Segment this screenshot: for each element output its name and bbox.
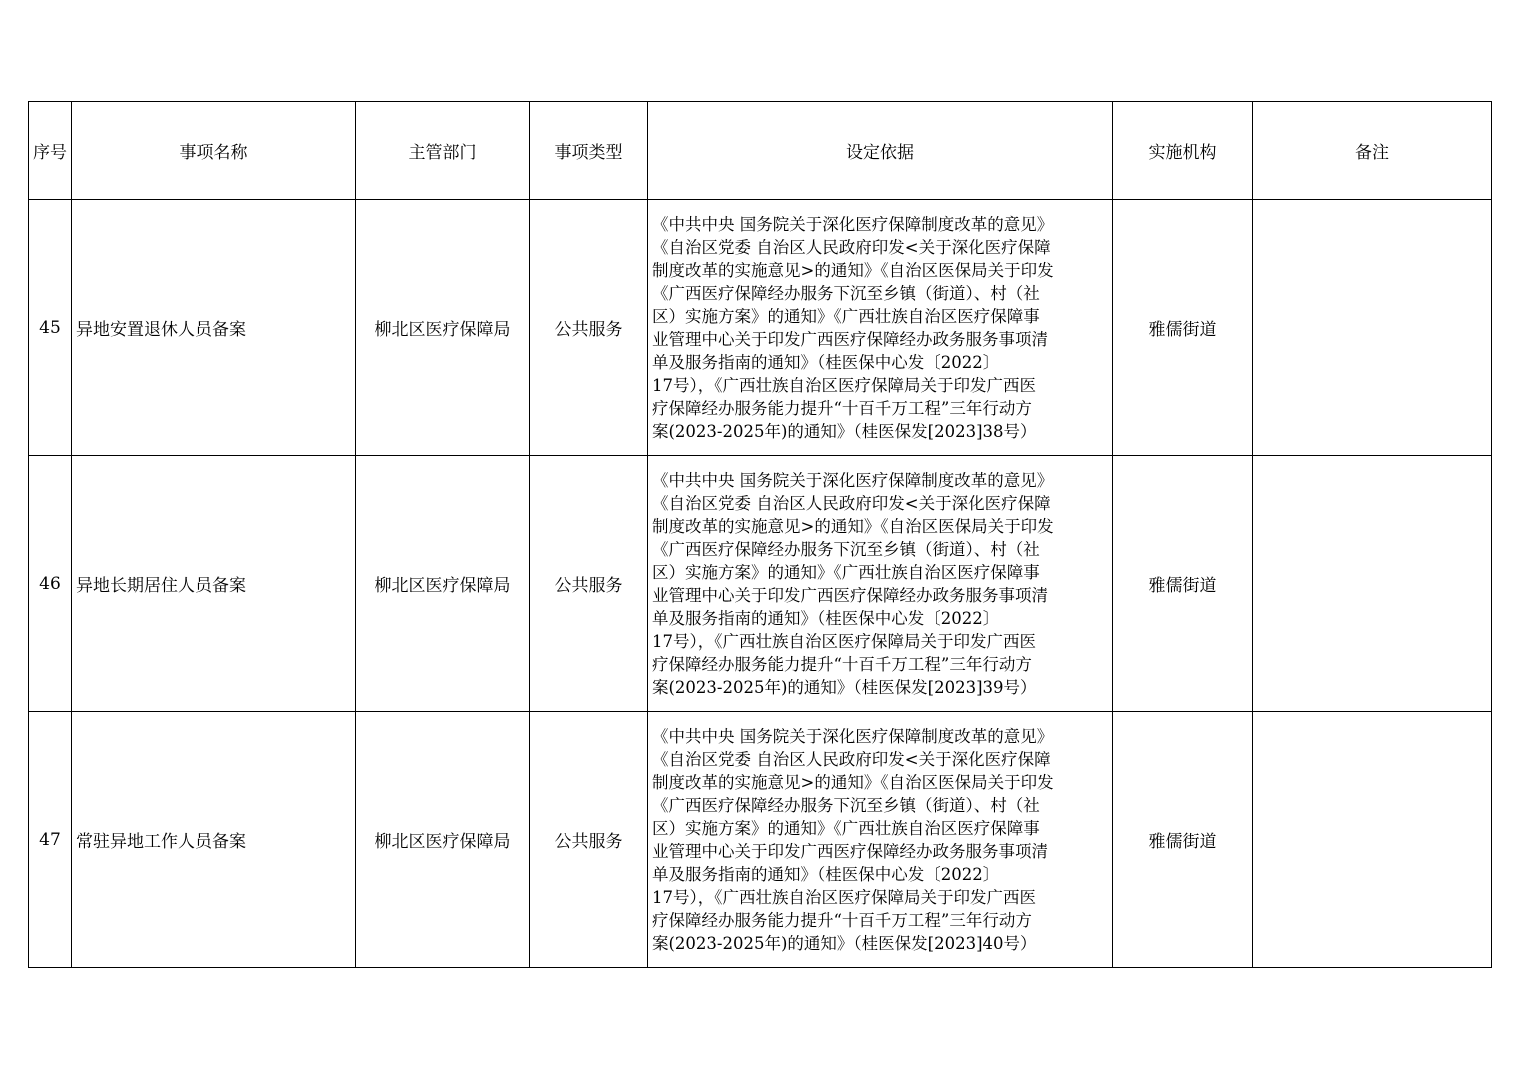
header-note: 备注	[1253, 102, 1492, 200]
basis-line: 业管理中心关于印发广西医疗保障经办政务服务事项清	[652, 841, 1048, 861]
header-type: 事项类型	[530, 102, 648, 200]
table-row	[29, 712, 1492, 968]
cell-note	[1253, 200, 1492, 456]
cell-item-name: 常驻异地工作人员备案	[72, 712, 356, 968]
basis-line: 单及服务指南的通知》（桂医保中心发〔2022〕	[652, 352, 1000, 372]
cell-org: 雅儒街道	[1113, 456, 1253, 712]
basis-line: 《自治区党委 自治区人民政府印发<关于深化医疗保障	[652, 749, 1051, 769]
cell-basis	[648, 456, 1113, 712]
cell-type: 公共服务	[530, 712, 648, 968]
basis-line: 17号），《广西壮族自治区医疗保障局关于印发广西医	[652, 887, 1036, 907]
basis-line: 制度改革的实施意见>的通知》《自治区医保局关于印发	[652, 516, 1054, 536]
basis-line: 《自治区党委 自治区人民政府印发<关于深化医疗保障	[652, 237, 1051, 257]
basis-line: 案(2023-2025年)的通知》（桂医保发[2023]39号）	[652, 677, 1037, 697]
basis-line: 疗保障经办服务能力提升“十百千万工程”三年行动方	[652, 398, 1032, 418]
service-items-table	[28, 101, 1492, 968]
basis-line: 业管理中心关于印发广西医疗保障经办政务服务事项清	[652, 329, 1048, 349]
basis-line: 《中共中央 国务院关于深化医疗保障制度改革的意见》	[652, 470, 1054, 490]
header-basis: 设定依据	[648, 102, 1113, 200]
cell-type: 公共服务	[530, 200, 648, 456]
cell-org: 雅儒街道	[1113, 200, 1253, 456]
basis-text	[652, 469, 1108, 699]
table-row	[29, 456, 1492, 712]
cell-dept: 柳北区医疗保障局	[356, 712, 530, 968]
basis-line: 案(2023-2025年)的通知》（桂医保发[2023]40号）	[652, 933, 1037, 953]
cell-seq: 46	[29, 456, 72, 712]
cell-dept: 柳北区医疗保障局	[356, 456, 530, 712]
cell-seq: 45	[29, 200, 72, 456]
basis-line: 制度改革的实施意见>的通知》《自治区医保局关于印发	[652, 260, 1054, 280]
cell-note	[1253, 712, 1492, 968]
header-org: 实施机构	[1113, 102, 1253, 200]
cell-item-name: 异地安置退休人员备案	[72, 200, 356, 456]
basis-text	[652, 725, 1108, 955]
cell-item-name: 异地长期居住人员备案	[72, 456, 356, 712]
basis-line: 案(2023-2025年)的通知》（桂医保发[2023]38号）	[652, 421, 1037, 441]
cell-dept: 柳北区医疗保障局	[356, 200, 530, 456]
basis-line: 区）实施方案》的通知》《广西壮族自治区医疗保障事	[652, 562, 1040, 582]
cell-basis	[648, 200, 1113, 456]
basis-line: 《广西医疗保障经办服务下沉至乡镇（街道）、村（社	[652, 795, 1040, 815]
basis-line: 17号），《广西壮族自治区医疗保障局关于印发广西医	[652, 375, 1036, 395]
cell-org: 雅儒街道	[1113, 712, 1253, 968]
cell-type: 公共服务	[530, 456, 648, 712]
basis-line: 《广西医疗保障经办服务下沉至乡镇（街道）、村（社	[652, 283, 1040, 303]
basis-line: 《广西医疗保障经办服务下沉至乡镇（街道）、村（社	[652, 539, 1040, 559]
cell-basis	[648, 712, 1113, 968]
cell-seq: 47	[29, 712, 72, 968]
basis-line: 17号），《广西壮族自治区医疗保障局关于印发广西医	[652, 631, 1036, 651]
table-row	[29, 200, 1492, 456]
basis-line: 区）实施方案》的通知》《广西壮族自治区医疗保障事	[652, 818, 1040, 838]
header-dept: 主管部门	[356, 102, 530, 200]
basis-line: 《中共中央 国务院关于深化医疗保障制度改革的意见》	[652, 214, 1054, 234]
basis-line: 制度改革的实施意见>的通知》《自治区医保局关于印发	[652, 772, 1054, 792]
cell-note	[1253, 456, 1492, 712]
table-header-row	[29, 102, 1492, 200]
basis-line: 《中共中央 国务院关于深化医疗保障制度改革的意见》	[652, 726, 1054, 746]
basis-line: 单及服务指南的通知》（桂医保中心发〔2022〕	[652, 608, 1000, 628]
basis-line: 疗保障经办服务能力提升“十百千万工程”三年行动方	[652, 654, 1032, 674]
header-name: 事项名称	[72, 102, 356, 200]
basis-line: 《自治区党委 自治区人民政府印发<关于深化医疗保障	[652, 493, 1051, 513]
basis-line: 区）实施方案》的通知》《广西壮族自治区医疗保障事	[652, 306, 1040, 326]
basis-line: 单及服务指南的通知》（桂医保中心发〔2022〕	[652, 864, 1000, 884]
header-seq: 序号	[29, 102, 72, 200]
basis-text	[652, 213, 1108, 443]
basis-line: 疗保障经办服务能力提升“十百千万工程”三年行动方	[652, 910, 1032, 930]
basis-line: 业管理中心关于印发广西医疗保障经办政务服务事项清	[652, 585, 1048, 605]
